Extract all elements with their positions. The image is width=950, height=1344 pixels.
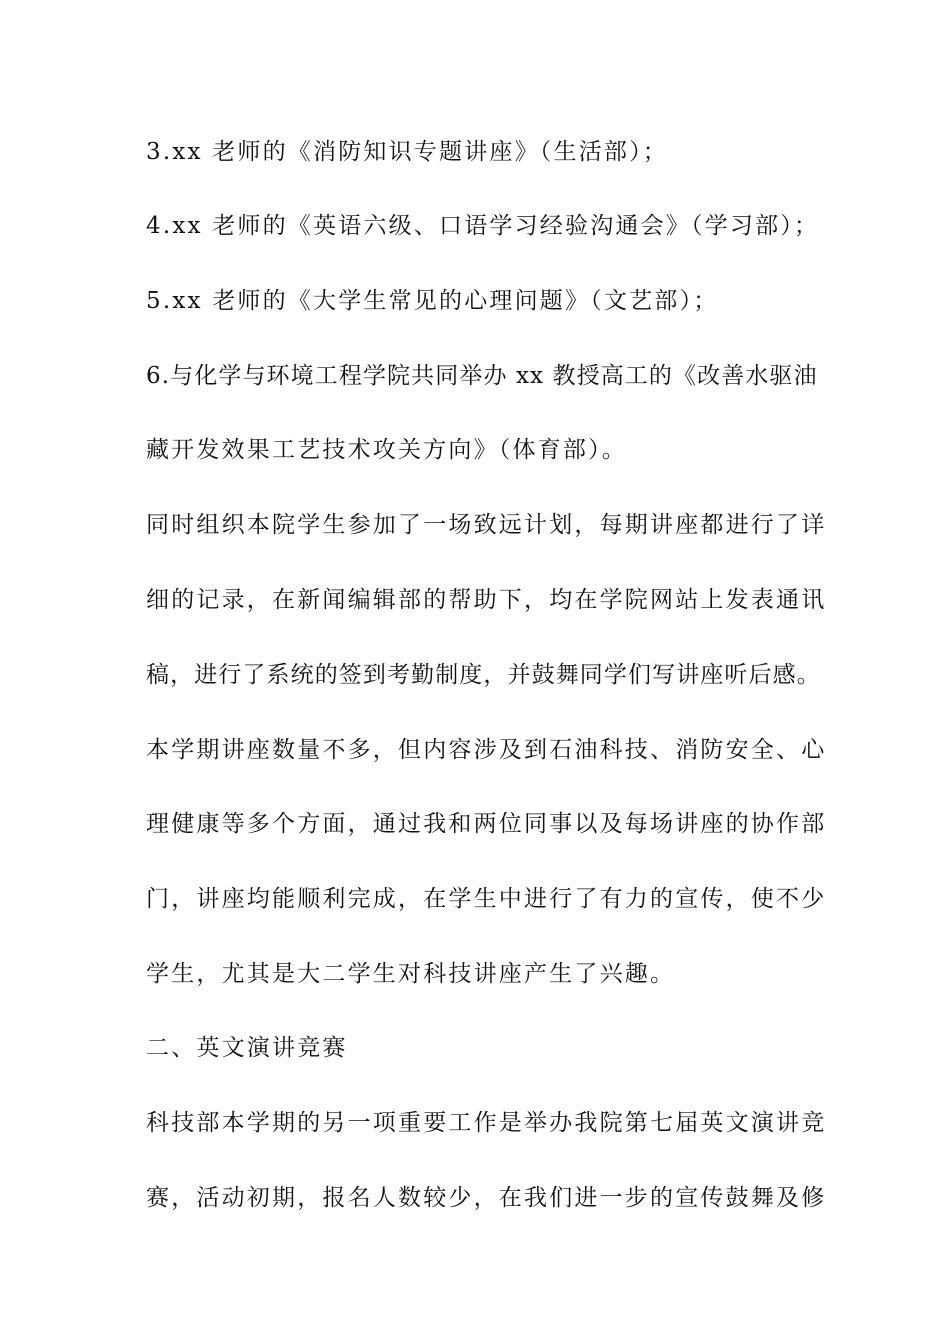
list-item-5: 5.xx 老师的《大学生常见的心理问题》（文艺部）； bbox=[146, 288, 719, 314]
list-item-6-line-2: 藏开发效果工艺技术攻关方向》（体育部）。 bbox=[146, 437, 627, 463]
list-item-6-line-1: 6.与化学与环境工程学院共同举办 xx 教授高工的《改善水驱油 bbox=[146, 363, 818, 389]
paragraph-1-line-1: 同时组织本院学生参加了一场致远计划，每期讲座都进行了详 bbox=[146, 512, 827, 538]
paragraph-2-line-2: 理健康等多个方面，通过我和两位同事以及每场讲座的协作部 bbox=[146, 811, 827, 837]
list-item-4: 4.xx 老师的《英语六级、口语学习经验沟通会》（学习部）； bbox=[146, 213, 820, 239]
paragraph-2-line-3: 门，讲座均能顺利完成，在学生中进行了有力的宣传，使不少 bbox=[146, 886, 827, 912]
paragraph-1-line-3: 稿，进行了系统的签到考勤制度，并鼓舞同学们写讲座听后感。 bbox=[146, 662, 821, 688]
paragraph-1-line-2: 细的记录，在新闻编辑部的帮助下，均在学院网站上发表通讯 bbox=[146, 587, 827, 613]
paragraph-3-line-1: 科技部本学期的另一项重要工作是举办我院第七届英文演讲竞 bbox=[146, 1110, 827, 1136]
section-heading: 二、英文演讲竞赛 bbox=[146, 1035, 348, 1061]
paragraph-3-line-2: 赛，活动初期，报名人数较少，在我们进一步的宣传鼓舞及修 bbox=[146, 1185, 827, 1211]
paragraph-2-line-4: 学生，尤其是大二学生对科技讲座产生了兴趣。 bbox=[146, 961, 676, 987]
list-item-3: 3.xx 老师的《消防知识专题讲座》（生活部）； bbox=[146, 139, 668, 165]
paragraph-2-line-1: 本学期讲座数量不多，但内容涉及到石油科技、消防安全、心 bbox=[146, 737, 827, 763]
